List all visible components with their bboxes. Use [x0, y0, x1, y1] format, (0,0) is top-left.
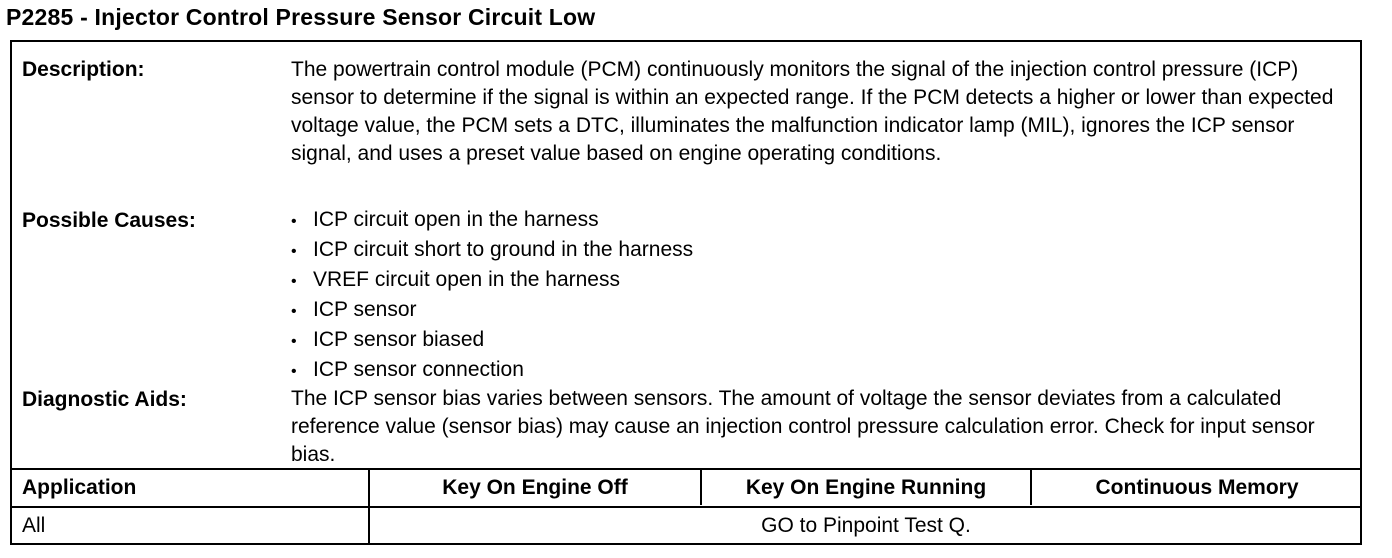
description-text: The powertrain control module (PCM) continuously monitors the signal of the injection control pressure (ICP) sensor to determine if the signal is within an expected range. If the PCM detects a higher or lower than expected voltage value, the PCM sets a DTC, illuminates the malfunction indicator lamp (MIL), ignores the ICP sensor signal, and uses a preset value based on engine operating conditions. — [291, 58, 1334, 165]
possible-causes-list — [291, 206, 1351, 386]
column-header-application: Application — [22, 476, 137, 499]
table-cell-application: All — [22, 514, 46, 537]
diagnostic-aids-text: The ICP sensor bias varies between sensors. The amount of voltage the sensor deviates from a calculated reference value (sensor bias) may cause an injection control pressure calculation error. Check for input sensor bias. — [291, 387, 1315, 466]
diagnostic-aids-label: Diagnostic Aids: — [22, 388, 187, 411]
bullet-icon: • — [291, 273, 297, 290]
bullet-icon: • — [291, 213, 297, 230]
bullet-icon: • — [291, 363, 297, 380]
bullet-icon: • — [291, 333, 297, 350]
bullet-icon: • — [291, 243, 297, 260]
description-label: Description: — [22, 58, 145, 81]
possible-causes-label: Possible Causes: — [22, 209, 196, 232]
pinpoint-test-link: GO to Pinpoint Test Q. — [761, 514, 971, 537]
column-header-koeo: Key On Engine Off — [442, 476, 628, 499]
bullet-icon: • — [291, 303, 297, 320]
list-item: • ICP circuit open in the harness — [291, 206, 1351, 236]
list-item: • ICP sensor connection — [291, 356, 1351, 386]
page-title: P2285 - Injector Control Pressure Sensor Circuit Low — [6, 4, 596, 30]
list-item: • ICP circuit short to ground in the harness — [291, 236, 1351, 266]
column-header-koer: Key On Engine Running — [745, 476, 987, 499]
list-item: • ICP sensor — [291, 296, 1351, 326]
dtc-info-table — [10, 40, 1362, 545]
list-item: • VREF circuit open in the harness — [291, 266, 1351, 296]
list-item: • ICP sensor biased — [291, 326, 1351, 356]
column-header-continuous-memory: Continuous Memory — [1095, 476, 1299, 499]
